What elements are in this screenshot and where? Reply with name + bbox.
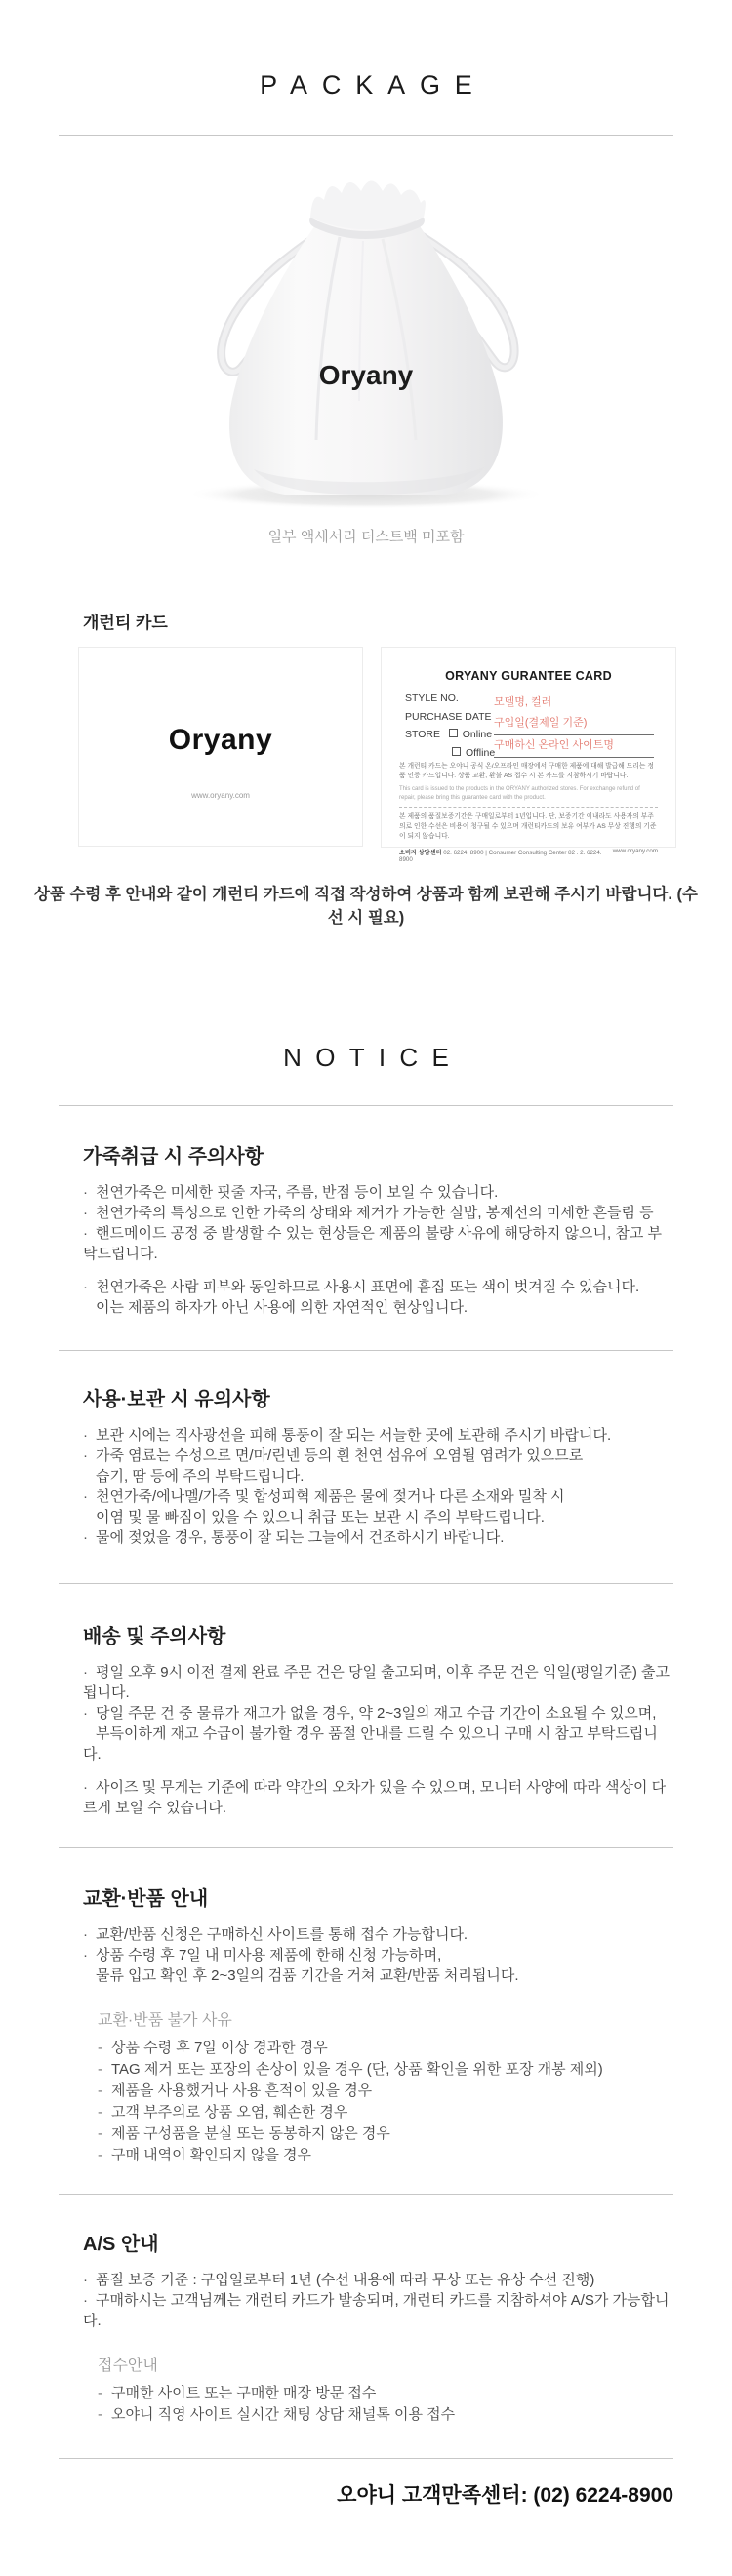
divider [59, 1583, 673, 1584]
list-item [83, 1507, 673, 1527]
bullet-marker: · [83, 1279, 88, 1295]
list-item [83, 2290, 673, 2331]
subheading-exchange-restrictions: 교환·반품 불가 사유 [98, 2012, 232, 2029]
card-front-logo: Oryany [168, 724, 273, 756]
dash-marker: - [98, 2385, 102, 2401]
list-item [83, 1703, 673, 1724]
list-item-text: 천연가죽/에나멜/가죽 및 합성피혁 제품은 물에 젖거나 다른 소재와 밀착 시 [96, 1488, 565, 1505]
bag-ruffle [310, 181, 426, 230]
style-no-label: STYLE NO. [405, 693, 459, 704]
online-label: Online [462, 729, 493, 740]
list-item-text: 천연가죽은 미세한 핏줄 자국, 주름, 반점 등이 보일 수 있습니다. [96, 1184, 499, 1201]
list-item [83, 1297, 673, 1318]
divider [59, 135, 673, 136]
card-desc-korean-1: 본 개런티 카드는 오야니 공식 온/오프라인 매장에서 구매한 제품에 대해 발급해 드리는 정품 인증 카드입니다. 상품 교환, 환불 AS 접수 시 본 카드를 지참하시기 바랍니다. [399, 763, 654, 779]
list-item-text: 핸드메이드 공정 중 발생할 수 있는 현상들은 제품의 불량 사유에 해당하지 않으니, 참고 부탁드립니다. [83, 1225, 662, 1262]
list-item-text: 사이즈 및 무게는 기준에 따라 약간의 오차가 있을 수 있으며, 모니터 사양에 따라 색상이 다르게 보일 수 있습니다. [83, 1779, 667, 1816]
list-item-text: 품질 보증 기준 : 구입일로부터 1년 (수선 내용에 따라 무상 또는 유상 수선 진행) [96, 2272, 595, 2288]
list-item [83, 1446, 673, 1466]
bag-caption: 일부 액세서리 더스트백 미포함 [267, 529, 465, 545]
list-item-text: 보관 시에는 직사광선을 피해 통풍이 잘 되는 서늘한 곳에 보관해 주시기 바랍니다. [96, 1427, 612, 1444]
section-as-items [83, 2270, 673, 2331]
dash-marker: - [98, 2082, 102, 2099]
section-heading-leather-care: 가죽취급 시 주의사항 [83, 1146, 264, 1168]
offline-label: Offline [466, 746, 496, 759]
list-item-text: 천연가죽의 특성으로 인한 가죽의 상태와 제거가 가능한 실밥, 봉제선의 미세한 흔들림 등 [96, 1205, 654, 1221]
dash-marker: - [98, 2406, 102, 2423]
list-item-text: 제품 구성품을 분실 또는 동봉하지 않은 경우 [111, 2125, 390, 2142]
package-title: PACKAGE [260, 70, 487, 99]
store-label: STORE [405, 729, 440, 740]
bullet-marker: · [83, 1664, 88, 1681]
list-item [83, 2270, 673, 2290]
section-leather-care-items [83, 1182, 673, 1318]
list-item-text: 상품 수령 후 7일 이상 경과한 경우 [111, 2040, 328, 2056]
bullet-marker: · [83, 2272, 88, 2288]
exchange-restriction-items [98, 2038, 673, 2166]
list-item [83, 1182, 673, 1203]
checkbox-offline-icon [452, 747, 461, 756]
list-item [98, 2081, 673, 2102]
list-item [98, 2059, 673, 2081]
section-heading-as: A/S 안내 [83, 2234, 159, 2255]
customer-center-phone: 오야니 고객만족센터: (02) 6224-8900 [337, 2484, 673, 2507]
card-back-fine-print [399, 762, 658, 863]
list-item [83, 1223, 673, 1264]
bullet-marker: · [83, 1705, 88, 1722]
bullet-marker: · [83, 1205, 88, 1221]
section-heading-exchange: 교환·반품 안내 [83, 1888, 209, 1910]
list-item-text: 상품 수령 후 7일 내 미사용 제품에 한해 신청 가능하며, [96, 1947, 442, 1963]
card-back-title: ORYANY GURANTEE CARD [445, 669, 612, 683]
subheading-as-reception: 접수안내 [98, 2358, 158, 2374]
list-item-text: 구매한 사이트 또는 구매한 매장 방문 접수 [111, 2385, 377, 2401]
list-item-text: 이는 제품의 하자가 아닌 사용에 의한 자연적인 현상입니다. [96, 1299, 468, 1316]
list-item [83, 1425, 673, 1446]
list-item [98, 2404, 673, 2426]
bullet-marker: · [83, 1779, 88, 1796]
card-consumer-center [399, 848, 613, 863]
list-item [83, 1486, 673, 1507]
notice-title: NOTICE [283, 1043, 464, 1072]
list-item [83, 1724, 673, 1764]
list-item-text: 습기, 땀 등에 주의 부탁드립니다. [96, 1468, 305, 1485]
card-desc-english: This card is issued to the products in the ORYANY authorized stores. For exchange refund of repair, please bring this guarantee card with the product. [399, 786, 640, 801]
bag-logo-text: Oryany [318, 360, 414, 390]
dash-marker: - [98, 2061, 102, 2078]
list-item [83, 1924, 673, 1945]
list-item-text: TAG 제거 또는 포장의 손상이 있을 경우 (단, 상품 확인을 위한 포장 개봉 제외) [111, 2061, 603, 2078]
bag-body [229, 207, 503, 495]
list-item-text: 구매 내역이 확인되지 않을 경우 [111, 2147, 312, 2163]
store-row [405, 726, 495, 744]
section-exchange-items [83, 1924, 673, 1986]
list-item [98, 2145, 673, 2166]
list-item [98, 2383, 673, 2404]
divider [59, 2458, 673, 2459]
list-item [83, 1277, 673, 1297]
card-footer-website: www.oryany.com [612, 848, 658, 854]
list-item-text: 평일 오후 9시 이전 결제 완료 주문 건은 당일 출고되며, 이후 주문 건은 익일(평일기준) 출고됩니다. [83, 1664, 670, 1701]
list-item [83, 1965, 673, 1986]
list-item [83, 1466, 673, 1486]
guarantee-card-back [381, 647, 676, 863]
checkbox-online-icon [449, 729, 458, 737]
list-item-text: 이염 및 물 빠짐이 있을 수 있으니 취급 또는 보관 시 주의 부탁드립니다. [96, 1509, 545, 1526]
purchase-date-label: PURCHASE DATE [405, 710, 492, 723]
offline-row [405, 744, 495, 763]
as-reception-items [98, 2383, 673, 2426]
list-item-text: 부득이하게 재고 수급이 불가할 경우 품절 안내를 드릴 수 있으니 구매 시 참고 부탁드립니다. [83, 1725, 658, 1763]
bullet-marker: · [83, 1947, 88, 1963]
bullet-marker: · [83, 1225, 88, 1242]
hint-model-color: 모델명, 컬러 [494, 696, 552, 708]
bullet-marker: · [83, 1529, 88, 1546]
list-item [83, 1945, 673, 1965]
list-item [83, 1662, 673, 1703]
section-storage-items [83, 1425, 673, 1548]
list-item-text: 물류 입고 확인 후 2~3일의 검품 기간을 거쳐 교환/반품 처리됩니다. [96, 1967, 519, 1984]
list-item [98, 2038, 673, 2059]
list-item-text: 물에 젖었을 경우, 통풍이 잘 되는 그늘에서 건조하시기 바랍니다. [96, 1529, 505, 1546]
card-footer [399, 848, 658, 863]
card-consumer-center-label: 소비자 상담센터 [399, 850, 442, 856]
list-item-text: 가죽 염료는 수성으로 면/마/린넨 등의 흰 천연 섬유에 오염될 염려가 있으므로 [96, 1447, 584, 1464]
list-item-text: 오야니 직영 사이트 실시간 채팅 상담 채널톡 이용 접수 [111, 2406, 456, 2423]
list-item-text: 구매하시는 고객님께는 개런티 카드가 발송되며, 개런티 카드를 지참하셔야 A/S가 가능합니다. [83, 2292, 670, 2329]
list-item-text: 제품을 사용했거나 사용 흔적이 있을 경우 [111, 2082, 373, 2099]
divider [59, 1350, 673, 1351]
dash-marker: - [98, 2125, 102, 2142]
list-item [83, 1777, 673, 1818]
guarantee-note: 상품 수령 후 안내와 같이 개런티 카드에 직접 작성하여 상품과 함께 보관해 주시기 바랍니다. (수선 시 필요) [34, 886, 698, 927]
card-back-fields [405, 690, 495, 762]
list-item-text: 교환/반품 신청은 구매하신 사이트를 통해 접수 가능합니다. [96, 1926, 468, 1943]
dust-bag-illustration [137, 147, 595, 510]
card-desc-korean-2: 본 제품의 품질보증기간은 구매일로부터 1년입니다. 단, 보증기간 이내라도 사용자의 부주의로 인한 수선은 비용이 청구될 수 있으며 개런티카드의 보유 여부가 AS 무상 진행의 기준이 되지 않습니다. [399, 813, 657, 840]
section-heading-shipping: 배송 및 주의사항 [83, 1626, 226, 1647]
hint-store-site: 구매하신 온라인 사이트명 [494, 735, 654, 758]
card-front-website: www.oryany.com [191, 791, 250, 800]
bullet-marker: · [83, 1926, 88, 1943]
hint-purchase-date: 구입일(결제일 기준) [494, 713, 654, 735]
bullet-marker: · [83, 1427, 88, 1444]
guarantee-card-front [78, 647, 363, 847]
divider [59, 1847, 673, 1848]
dash-marker: - [98, 2040, 102, 2056]
divider [59, 2194, 673, 2195]
guarantee-heading: 개런티 카드 [83, 614, 168, 632]
bullet-marker: · [83, 1447, 88, 1464]
dash-marker: - [98, 2104, 102, 2120]
dash-marker: - [98, 2147, 102, 2163]
list-item [83, 1203, 673, 1223]
section-shipping-items [83, 1662, 673, 1818]
card-back-hints [494, 693, 654, 758]
list-item [83, 1527, 673, 1548]
bullet-marker: · [83, 1184, 88, 1201]
list-item [98, 2123, 673, 2145]
guarantee-cards [78, 647, 676, 863]
card-consumer-center-number: 02. 6224. 8900 | Consumer Consulting Center 82 . 2. 6224. 8900 [399, 850, 602, 863]
bullet-marker: · [83, 1488, 88, 1505]
list-item-text: 고객 부주의로 상품 오염, 훼손한 경우 [111, 2104, 348, 2120]
list-item-text: 당일 주문 건 중 물류가 재고가 없을 경우, 약 2~3일의 재고 수급 기간이 소요될 수 있으며, [96, 1705, 657, 1722]
section-heading-storage: 사용·보관 시 유의사항 [83, 1389, 270, 1410]
list-item [98, 2102, 673, 2123]
divider [59, 1105, 673, 1106]
list-item-text: 천연가죽은 사람 피부와 동일하므로 사용시 표면에 흠집 또는 색이 벗겨질 수 있습니다. [96, 1279, 640, 1295]
bullet-marker: · [83, 2292, 88, 2309]
card-dashed-divider [399, 807, 658, 808]
